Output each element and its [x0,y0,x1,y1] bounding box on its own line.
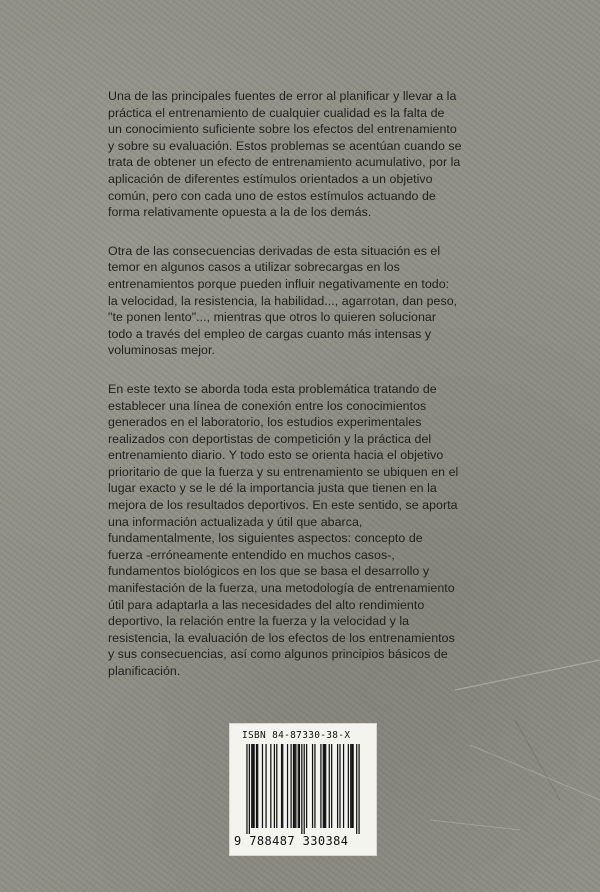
barcode-bar [337,744,338,828]
blurb-text [108,88,508,700]
barcode-bar [265,744,266,828]
text-line: fundamentalmente, los siguientes aspectos: concepto de [108,531,423,546]
text-line: En este texto se aborda toda esta problemática tratando de [108,381,437,396]
barcode-bar [358,744,359,834]
text-line: generados en el laboratorio, los estudios experimentales [108,415,422,430]
barcode-bar [348,744,349,828]
barcode-bar [304,744,305,834]
text-line: temor en algunos casos a utilizar sobrecargas en los [108,260,400,275]
text-line: trata de obtener un efecto de entrenamiento acumulativo, por la [108,155,461,170]
barcode-bar [299,744,300,828]
ean-digits: 9 788487 330384 [234,834,349,848]
barcode-bar [256,744,257,828]
text-line: manifestación de la fuerza, una metodología de entrenamiento [108,581,455,596]
barcode-bar [343,744,344,828]
barcode-bar [324,744,325,828]
barcode-bar [301,744,302,834]
blurb-paragraph-3 [108,381,508,680]
text-line: todo a través del empleo de cargas cuanto más intensas y [108,326,432,341]
blurb-paragraph-2 [108,243,508,359]
text-line: Otra de las consecuencias derivadas de esta situación es el [108,243,441,258]
barcode-bar [339,744,340,828]
barcode-bar [254,744,255,828]
barcode-bar [249,744,250,834]
barcode-bar [252,744,253,828]
text-line: práctica el entrenamiento de cualquier cualidad es la falta de [108,105,445,120]
text-line: realizados con deportistas de competición y la práctica del [108,431,432,446]
barcode-bar [274,744,275,828]
text-line: fundamentos biológicos en los que se basa el desarrollo y [108,564,430,579]
text-line: fuerza -erróneamente entendido en muchos casos-, [108,547,395,562]
barcode-bar [298,744,299,828]
barcode-bar [320,744,321,828]
barcode-bar [246,744,247,834]
text-line: entrenamiento diario. Y todo esto se orienta hacia el objetivo [108,448,444,463]
barcode-bar [295,744,296,828]
text-line: mejora de los resultados deportivos. En este sentido, se aporta [108,498,458,513]
text-line: la velocidad, la resistencia, la habilidad..., agarrotan, dan peso, [108,293,458,308]
text-line: deportivo, la relación entre la fuerza y la velocidad y la [108,614,410,629]
isbn-barcode-label [229,723,377,856]
text-line: establecer una línea de conexión entre los conocimientos [108,398,427,413]
text-line: "te ponen lento"..., mientras que otros lo quieren solucionar [108,310,437,325]
barcode-bar [306,744,307,828]
barcode-bar [356,744,357,834]
barcode-bar [257,744,258,828]
barcode-bar [262,744,263,828]
barcode-bar [352,744,353,828]
barcode-bar [329,744,330,828]
barcode-bar [290,744,291,828]
barcode-bar [294,744,295,828]
barcode-bar [276,744,277,828]
barcode-bar [350,744,351,828]
text-line: y sobre su evaluación. Estos problemas se acentúan cuando se [108,138,462,153]
barcode-bar [331,744,332,828]
barcode-bar [351,744,352,828]
barcode-bar [270,744,271,828]
text-line: prioritario de que la fuerza y su entrenamiento se ubiquen en el [108,464,459,479]
text-line: útil para adaptarla a las necesidades del alto rendimiento [108,597,425,612]
isbn-number: ISBN 84-87330-38-X [242,730,351,741]
text-line: voluminosas mejor. [108,343,215,358]
text-line: común, pero con cada uno de estos estímulos actuando de [108,188,436,203]
text-line: aplicación de diferentes estímulos orientados a un objetivo [108,171,433,186]
text-line: Una de las principales fuentes de error al planificar y llevar a la [108,89,457,103]
text-line: y sus consecuencias, así como algunos principios básicos de [108,647,448,662]
barcode-bar [325,744,326,828]
text-line: forma relativamente opuesta a la de los demás. [108,205,372,220]
barcode-bar [312,744,313,828]
text-line: un conocimiento suficiente sobre los efectos del entrenamiento [108,122,457,137]
barcode-bar [314,744,315,828]
barcode-bar [323,744,324,828]
text-line: entrenamientos porque pueden influir negativamente en todo: [108,276,450,291]
barcode-bar [281,744,282,828]
barcode-bar [282,744,283,828]
barcode-bars [238,744,368,834]
text-line: una información actualizada y útil que abarca, [108,514,363,529]
text-line: resistencia, la evaluación de los efectos de los entrenamientos [108,630,455,645]
blurb-paragraph-1 [108,88,508,221]
barcode-bar [287,744,288,828]
barcode-bar [293,744,294,828]
text-line: lugar exacto y se le dé la importancia justa que tienen en la [108,481,437,496]
barcode-bar [251,744,252,828]
text-line: planificación. [108,664,181,678]
